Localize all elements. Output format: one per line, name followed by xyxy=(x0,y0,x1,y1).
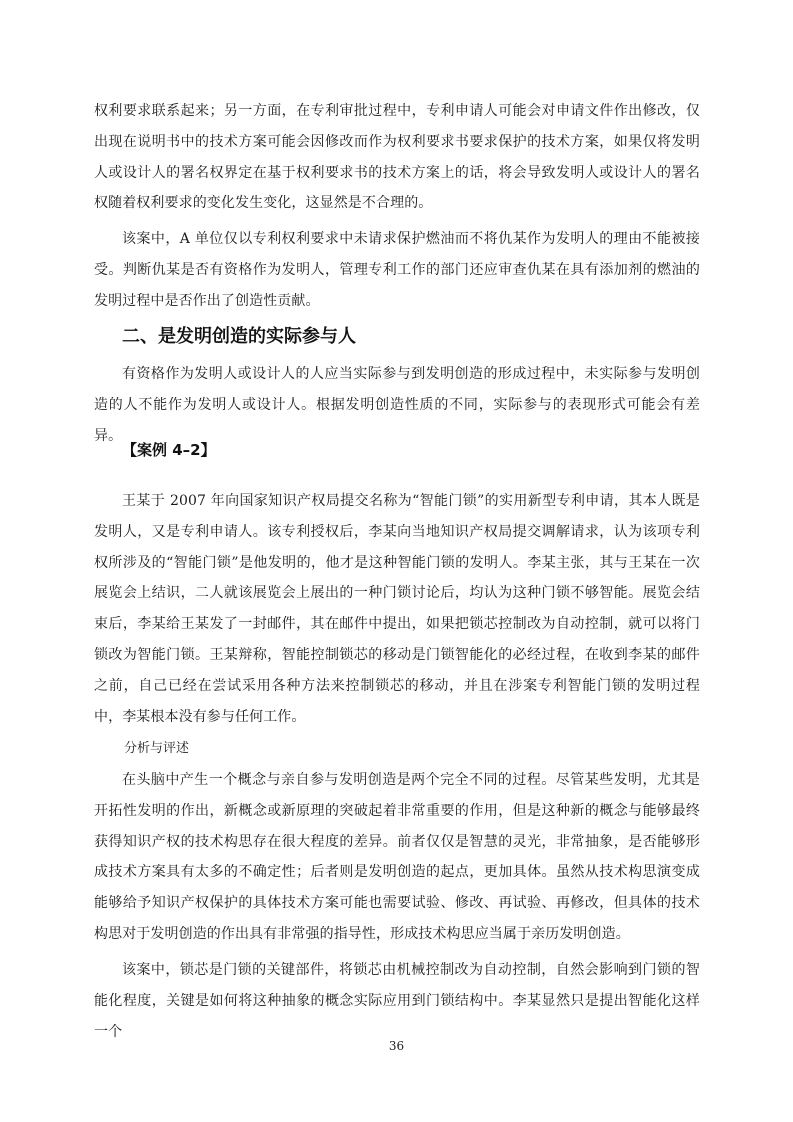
paragraph-case-application: 该案中，锁芯是门锁的关键部件，将锁芯由机械控制改为自动控制，自然会影响到门锁的智能化程度，关键是如何将这种抽象的概念实际应用到门锁结构中。李某显然只是提出智能化这样一个 xyxy=(94,962,700,1040)
analysis-label: 分析与评述 xyxy=(124,741,190,756)
section-heading: 二、是发明创造的实际参与人 xyxy=(122,326,356,347)
paragraph-case-conclusion: 该案中，A 单位仅以专利权利要求中未请求保护燃油而不将仇某作为发明人的理由不能被接受。判断仇某是否有资格作为发明人，管理专利工作的部门还应审查仇某在具有添加剂的燃油的发明过程中是否作出了创造性贡献。 xyxy=(94,231,700,309)
paragraph-claims-continuation: 权利要求联系起来；另一方面，在专利审批过程中，专利申请人可能会对申请文件作出修改，仅出现在说明书中的技术方案可能会因修改而作为权利要求书要求保护的技术方案，如果仅将发明人或设计人的署名权界定在基于权利要求书的技术方案上的话，将会导致发明人或设计人的署名权随着权利要求的变化发生变化，这显然是不合理的。 xyxy=(94,103,700,212)
paragraph-case-facts: 王某于 2007 年向国家知识产权局提交名称为“智能门锁”的实用新型专利申请，其本人既是发明人，又是专利申请人。该专利授权后，李某向当地知识产权局提交调解请求，认为该项专利权所涉及的“智能门锁”是他发明的，他才是这种智能门锁的发明人。李某主张，其与王某在一次展览会上结识，二人就该展览会上展出的一种门锁讨论后，均认为这种门锁不够智能。展览会结束后，李某给王某发了一封邮件，其在邮件中提出，如果把锁芯控制改为自动控制，就可以将门锁改为智能门锁。王某辩称，智能控制锁芯的移动是门锁智能化的必经过程，在收到李某的邮件之前，自己已经在尝试采用各种方法来控制锁芯的移动，并且在涉案专利智能门锁的发明过程中，李某根本没有参与任何工作。 xyxy=(94,493,700,725)
page-number: 36 xyxy=(388,1039,405,1053)
paragraph-analysis: 在头脑中产生一个概念与亲自参与发明创造是两个完全不同的过程。尽管某些发明，尤其是开拓性发明的作出，新概念或新原理的突破起着非常重要的作用，但是这种新的概念与能够最终获得知识产权的技术构思存在很大程度的差异。前者仅仅是智慧的灵光，非常抽象，是否能够形成技术方案具有太多的不确定性；后者则是发明创造的起点，更加具体。虽然从技术构思演变成能够给予知识产权保护的具体技术方案可能也需要试验、修改、再试验、再修改，但具体的技术构思对于发明创造的作出具有非常强的指导性，形成技术构思应当属于亲历发明创造。 xyxy=(94,772,700,942)
paragraph-participant-rule: 有资格作为发明人或设计人的人应当实际参与到发明创造的形成过程中，未实际参与发明创造的人不能作为发明人或设计人。根据发明创造性质的不同，实际参与的表现形式可能会有差异。 xyxy=(94,366,700,444)
case-label: 【案例 4–2】 xyxy=(122,441,216,459)
